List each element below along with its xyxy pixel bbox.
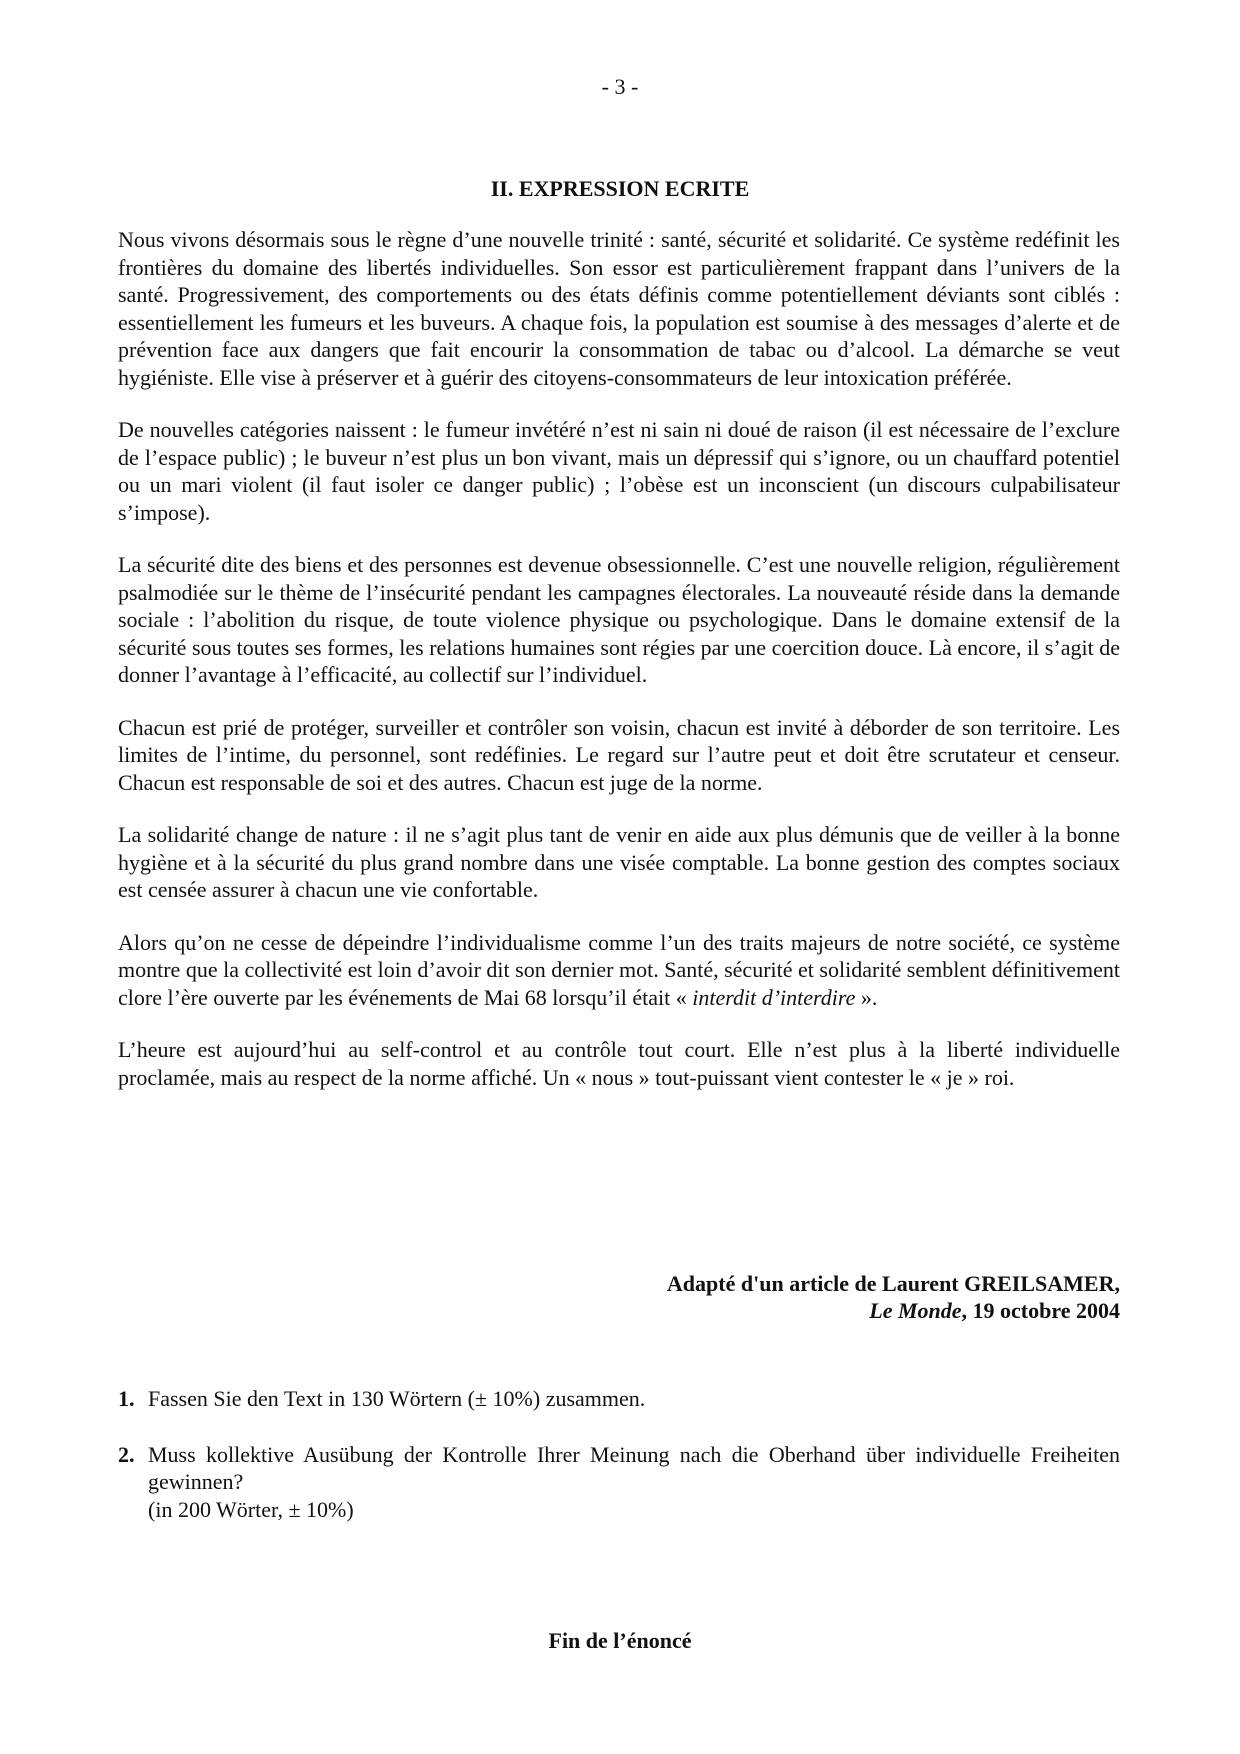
paragraph-6-quote: interdit d’interdire [692, 984, 856, 1010]
attribution-source-line [667, 1297, 1120, 1324]
paragraph-7: L’heure est aujourd’hui au self-control et au contrôle tout court. Elle n’est plus à la liberté individuelle proclamée, mais au respect de la norme affiché. Un « nous » tout-puissant vient contester le « je » roi. [118, 1037, 1120, 1090]
question-note: (in 200 Wörter, ± 10%) [148, 1496, 354, 1522]
paragraph-2: De nouvelles catégories naissent : le fumeur invétéré n’est ni sain ni doué de raison (il est nécessaire de l’exclure de l’espace public) ; le buveur n’est plus un bon vivant, mais un dépressif qui s’ignore, ou un chauffard potentiel ou un mari violent (il faut isoler ce danger public) ; l’obèse est un inconscient (un discours culpabilisateur s’impose). [118, 417, 1120, 525]
paragraph-6 [118, 929, 1120, 1012]
paragraph-3: La sécurité dite des biens et des personnes est devenue obsessionnelle. C’est une nouvelle religion, régulièrement psalmodiée sur le thème de l’insécurité pendant les campagnes électorales. La nouveauté réside dans la demande sociale : l’abolition du risque, de toute violence physique ou psychologique. Dans le domaine extensif de la sécurité sous toutes ses formes, les relations humaines sont régies par une coercition douce. Là encore, il s’agit de donner l’avantage à l’efficacité, au collectif sur l’individuel. [118, 552, 1120, 687]
paragraph-6-tail: ». [855, 984, 878, 1010]
page-number: - 3 - [601, 74, 639, 99]
question-list [118, 1385, 1120, 1551]
paragraph-1: Nous vivons désormais sous le règne d’une nouvelle trinité : santé, sécurité et solidarité. Ce système redéfinit les frontières du domaine des libertés individuelles. Son essor est particulièrement frappant dans l’univers de la santé. Progressivement, des comportements ou des états définis comme potentiellement déviants sont ciblés : essentiellement les fumeurs et les buveurs. A chaque fois, la population est soumise à des messages d’alerte et de prévention face aux dangers que fait encourir la consommation de tabac ou d’alcool. La démarche se veut hygiéniste. Elle vise à préserver et à guérir des citoyens-consommateurs de leur intoxication préférée. [118, 227, 1120, 390]
question-text: Muss kollektive Ausübung der Kontrolle Ihrer Meinung nach die Oberhand über individuelle Freiheiten gewinnen? [148, 1441, 1120, 1494]
attribution-source: Le Monde [869, 1298, 962, 1323]
question-number: 2. [118, 1441, 135, 1467]
section-title: II. EXPRESSION ECRITE [490, 176, 750, 201]
attribution [667, 1270, 1120, 1324]
question-text: Fassen Sie den Text in 130 Wörtern (± 10%) zusammen. [148, 1386, 646, 1411]
question-item [118, 1385, 1120, 1413]
question-body [148, 1441, 1120, 1524]
paragraph-5: La solidarité change de nature : il ne s’agit plus tant de venir en aide aux plus démunis que de veiller à la bonne hygiène et à la sécurité du plus grand nombre dans une visée comptable. La bonne gestion des comptes sociaux est censée assurer à chacun une vie confortable. [118, 822, 1120, 902]
attribution-author: Adapté d'un article de Laurent GREILSAMER, [666, 1271, 1120, 1296]
question-number: 1. [118, 1386, 135, 1411]
paragraph-4: Chacun est prié de protéger, surveiller et contrôler son voisin, chacun est invité à déborder de son territoire. Les limites de l’intime, du personnel, sont redéfinies. Le regard sur l’autre peut et doit être scrutateur et censeur. Chacun est responsable de soi et des autres. Chacun est juge de la norme. [118, 714, 1120, 795]
question-item [118, 1441, 1120, 1524]
end-of-statement: Fin de l’énoncé [548, 1628, 692, 1653]
article-body [118, 226, 1120, 1116]
attribution-date: , 19 octobre 2004 [961, 1298, 1120, 1323]
paragraph-6-text: Alors qu’on ne cesse de dépeindre l’individualisme comme l’un des traits majeurs de notre société, ce système montre que la collectivité est loin d’avoir dit son dernier mot. Santé, sécurité et solidarité semblent définitivement clore l’ère ouverte par les événements de Mai 68 lorsqu’il était « [118, 929, 1120, 1010]
